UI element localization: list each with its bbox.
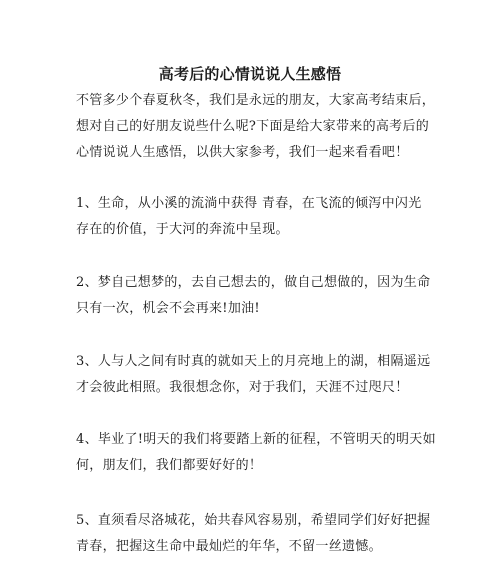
list-item: 2、梦自己想梦的，去自己想去的，做自己想做的，因为生命只有一次，机会不会再来!加油! bbox=[76, 275, 431, 316]
list-item: 3、人与人之间有时真的就如天上的月亮地上的湖，相隔遥远才会彼此相照。我很想念你，对于我们，天涯不过咫尺！ bbox=[76, 354, 431, 395]
list-item: 4、毕业了!明天的我们将要踏上新的征程，不管明天的明天如何，朋友们，我们都要好好的！ bbox=[76, 432, 436, 473]
list-item: 1、生命，从小溪的流淌中获得 青春，在飞流的倾泻中闪光 存在的价值，于大河的奔流中呈现。 bbox=[76, 196, 422, 237]
intro-paragraph: 不管多少个春夏秋冬，我们是永远的朋友，大家高考结束后，想对自己的好朋友说些什么呢?下面是给大家带来的高考后的心情说说人生感悟，以供大家参考，我们一起来看看吧！ bbox=[76, 93, 436, 160]
list-item: 5、直须看尽洛城花，始共春风容易别，希望同学们好好把握青春，把握这生命中最灿烂的年华，不留一丝遗憾。 bbox=[76, 513, 431, 554]
document-title: 高考后的心情说说人生感悟 bbox=[158, 65, 342, 83]
